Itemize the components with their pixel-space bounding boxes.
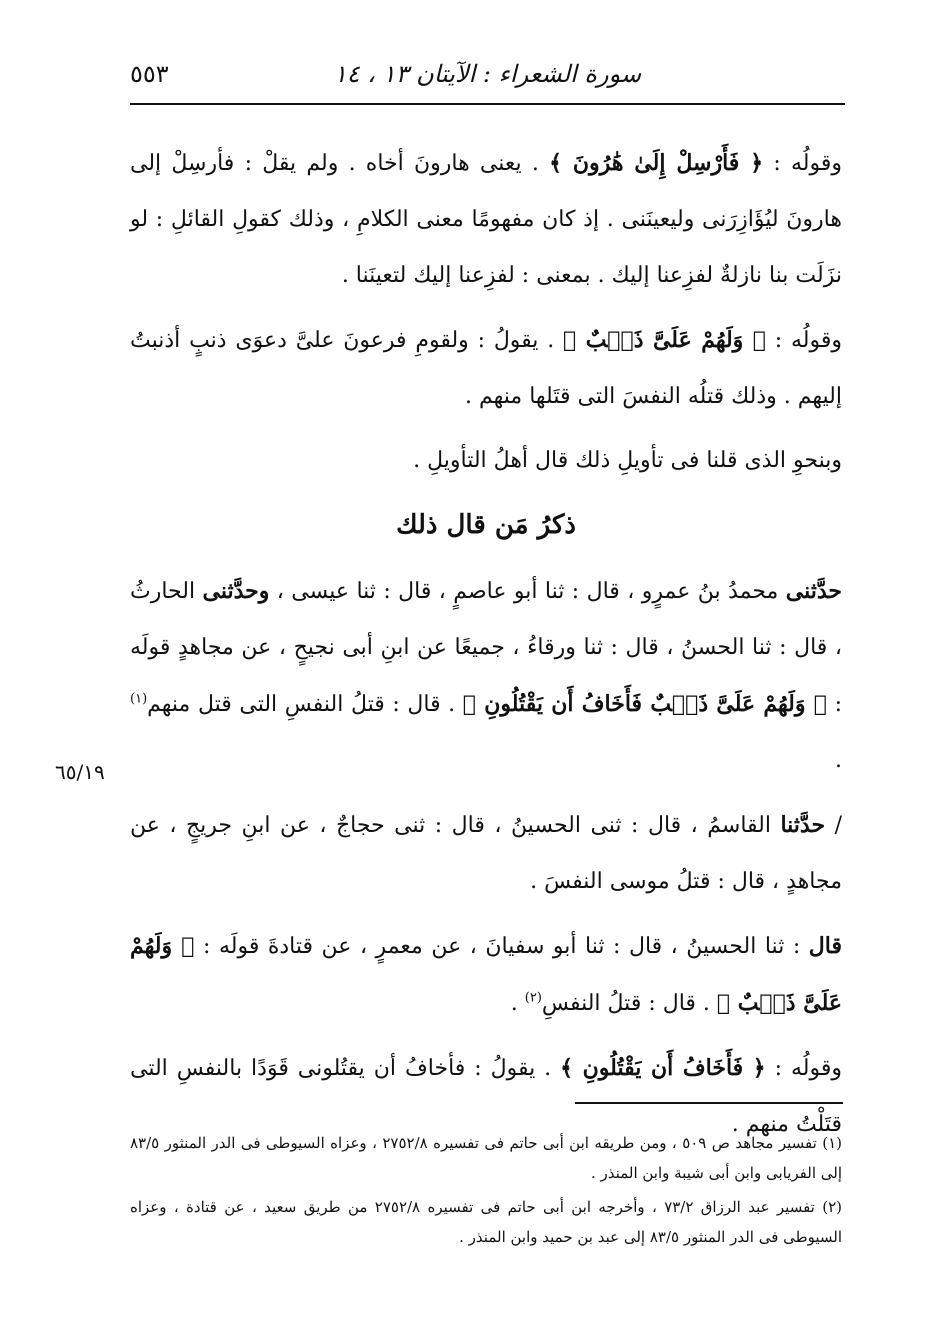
text-run: الحارثُ ، قال : ثنا الحسنُ ، قال : ثنا ورقاءُ ، جميعًا عن ابنِ أبى نجيحٍ ، عن مجاهدٍ قولَه : bbox=[130, 579, 842, 717]
text-run: . قال : قتلُ النفسِ التى قتل منهم bbox=[147, 692, 463, 717]
text-run: . bbox=[835, 748, 842, 773]
header-rule bbox=[130, 103, 845, 105]
text-run: . يعنى هارونَ أخاه . ولم يقلْ : فأرسِلْ إلى هارونَ ليُؤَازِرَنى وليعينَنى . إذ كان مفهومًا معنى الكلامِ ، وذلك كقولِ القائلِ : لو نزَلَت بنا نازلةٌ لفزِعنا إليك . بمعنى : لفزِعنا إليك لتعينَنا . bbox=[130, 151, 842, 288]
narration-keyword: حدَّثنا bbox=[780, 812, 826, 838]
narration-keyword: حدَّثنى bbox=[785, 578, 842, 604]
footnote-marker: (١) bbox=[130, 691, 148, 707]
text-run: القاسمُ ، قال : ثنى الحسينُ ، قال : ثنى حجاجٌ ، عن ابنِ جريجٍ ، عن مجاهدٍ ، قال : قتلُ موسى النفسَ . bbox=[130, 813, 842, 894]
page-number: ٥٥٣ bbox=[130, 60, 169, 88]
paragraph-2 bbox=[130, 312, 842, 425]
text-run: : ثنا الحسينُ ، قال : ثنا أبو سفيانَ ، عن معمرٍ ، عن قتادةَ قولَه : bbox=[194, 934, 809, 959]
text-run: وقولُه : bbox=[765, 328, 843, 353]
running-header bbox=[130, 52, 845, 102]
text-run: محمدُ بنُ عمرٍو ، قال : ثنا أبو عاصمٍ ، قال : ثنا عيسى ، bbox=[269, 579, 786, 604]
text-run: . يقولُ : ولقومِ فرعونَ علىَّ دعوَى ذنبٍ أذنبتُ إليهم . وذلك قتلُه النفسَ التى قتَلها منهم . bbox=[130, 328, 842, 409]
quran-verse: ﴿ وَلَهُمْ عَلَىَّ ذَنۢبٌ ﴾ bbox=[563, 327, 766, 353]
text-run: . يقولُ : فأخافُ أن يقتُلونى قَوَدًا بالنفسِ التى قتَلْتُ منهم . bbox=[130, 1056, 842, 1137]
main-text bbox=[130, 135, 842, 1161]
page-break-marker: / bbox=[825, 813, 842, 838]
text-run: . قال : قتلُ النفسِ bbox=[541, 991, 717, 1016]
paragraph-1 bbox=[130, 135, 842, 304]
text-run: . bbox=[510, 991, 525, 1016]
paragraph-6 bbox=[130, 918, 842, 1032]
paragraph-4 bbox=[130, 563, 842, 789]
paragraph-3: وبنحوِ الذى قلنا فى تأويلِ ذلك قال أهلُ التأويلِ . bbox=[413, 448, 842, 473]
footnote-marker: (٢) bbox=[524, 990, 542, 1006]
paragraph-5 bbox=[130, 797, 842, 910]
quran-verse: ﴿ وَلَهُمْ عَلَىَّ ذَنۢبٌ فَأَخَافُ أَن يَقْتُلُونِ ﴾ bbox=[462, 691, 827, 717]
narration-keyword: قال bbox=[808, 933, 842, 959]
section-heading: ذكرُ مَن قال ذلك bbox=[396, 510, 576, 540]
quran-verse: ﴿ فَأَرْسِلْ إِلَىٰ هَٰرُونَ ﴾ bbox=[549, 150, 764, 176]
quran-verse: ﴿ وَلَهُمْ عَلَىَّ ذَنۢبٌ ﴾ bbox=[130, 933, 842, 1016]
footnote-2: (٢) تفسير عبد الرزاق ٧٣/٢ ، وأخرجه ابن أبى حاتم فى تفسيره ٢٧٥٢/٨ من طريق سعيد ، عن قتادة ، وعزاه السيوطى فى الدر المنثور ٨٣/٥ إلى عبد بن حميد وابن المنذر . bbox=[130, 1198, 842, 1246]
footnotes bbox=[130, 1128, 842, 1256]
header-title: سورة الشعراء : الآيتان ١٣ ، ١٤ bbox=[333, 60, 642, 88]
footnote-1: (١) تفسير مجاهد ص ٥٠٩ ، ومن طريقه ابن أبى حاتم فى تفسيره ٢٧٥٢/٨ ، وعزاه السيوطى فى الدر المنثور ٨٣/٥ إلى الفريابى وابن أبى شيبة وابن المنذر . bbox=[130, 1134, 842, 1182]
text-run: وقولُه : bbox=[765, 1056, 843, 1081]
text-run: وقولُه : bbox=[763, 151, 843, 176]
narration-keyword: وحدَّثنى bbox=[202, 578, 270, 604]
margin-reference: ٦٥/١٩ bbox=[55, 760, 105, 784]
footnote-rule bbox=[575, 1102, 843, 1104]
quran-verse: ﴿ فَأَخَافُ أَن يَقْتُلُونِ ﴾ bbox=[560, 1055, 766, 1081]
